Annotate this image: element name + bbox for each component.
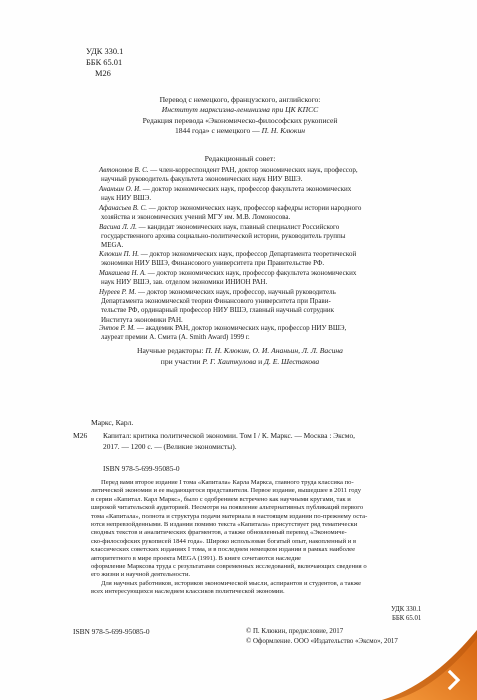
council-member-role: — академик РАН, доктор экономических наук, профессор НИУ ВШЭ, — [135, 324, 347, 332]
council-member-role-cont: MEGA. — [101, 241, 124, 250]
council-member-name: Нуреев Р. М. — [99, 288, 137, 296]
council-member-role-cont: наук НИУ ВШЭ. — [101, 194, 152, 203]
council-heading: Редакционный совет: — [204, 154, 276, 163]
council-member-role-cont: лауреат премии А. Смита (A. Smith Award) 1999 г. — [101, 333, 250, 342]
copyright-design: © Оформление. ООО «Издательство «Эксмо», 2017 — [246, 637, 398, 645]
translation-line-1: Перевод с немецкого, французского, английского: — [159, 95, 321, 104]
sci-editors-names: П. Н. Клюкин, О. И. Ананьин, Л. Л. Васина — [205, 346, 343, 355]
council-member-name: Васина Л. Л. — [99, 223, 137, 231]
council-member-name: Макашева Н. А. — [99, 269, 147, 277]
annotation-line: в серии «Капитал. Карл Маркс», было с одобрением встречено как научными кругами, так и — [91, 495, 351, 503]
annotation-line: Для научных работников, историков экономической мысли, аспирантов и студентов, а также — [101, 579, 362, 587]
scientific-editors — [90, 346, 390, 367]
sci-editors-with: при участии — [160, 356, 201, 366]
catalog-title — [103, 431, 433, 452]
catalog-title-line-2: 2017. — 1200 с. — (Великие экономисты). — [103, 441, 237, 451]
annotation — [91, 479, 436, 597]
council-member — [101, 269, 431, 287]
council-member-role: — член-корреспондент РАН, доктор экономических наук, профессор, — [148, 166, 358, 174]
annotation-line: авторитетного в мире проекта MEGA (1991). В книге сочетаются наследие — [91, 554, 301, 562]
council-member-role: — доктор экономических наук, профессор, научный руководитель — [136, 288, 336, 296]
council-member-role: — кандидат экономических наук, главный специалист Российского — [136, 223, 340, 231]
council-member — [101, 324, 431, 342]
council-member-role-cont: научный руководитель факультета экономических наук НИУ ВШЭ. — [101, 175, 303, 184]
sci-editors-and: и — [258, 356, 263, 366]
annotation-line: широкой читательской аудиторией. Несмотря на появление альтернативных публикаций первого — [91, 504, 364, 512]
council-member — [101, 185, 431, 203]
sci-editors-with-name: Р. Г. Хаиткулова — [202, 356, 257, 366]
copyright-preface: © П. Клюкин, предисловие, 2017 — [246, 628, 344, 635]
classification-codes — [86, 46, 123, 79]
annotation-line: сводных текстов и аналитических фрагментов, а также обновленный перевод «Экономиче- — [91, 529, 347, 537]
translation-line-4-text: 1844 года» с немецкого — — [174, 126, 260, 136]
translation-line-3: Редакция перевода «Экономическо-философских рукописей — [142, 115, 338, 125]
council-member — [101, 166, 431, 184]
council-member-role-cont: Института экономики РАН. — [101, 315, 183, 324]
catalog-bbk: ББК 65.01 — [391, 614, 422, 622]
council-member-role: — доктор экономических наук, профессор кафедры истории народного — [147, 204, 362, 212]
catalog-udk: УДК 330.1 — [391, 606, 422, 613]
council-member — [101, 204, 431, 222]
council-member — [101, 250, 431, 268]
council-member-role: — доктор экономических наук, профессор Департамента теоретической — [139, 250, 357, 258]
annotation-line: оформление Марксова труда с результатами современных исследований, включающих сведения о — [91, 563, 367, 571]
council-member-name: Энтов Р. М. — [99, 324, 136, 332]
sci-editors-label: Научные редакторы: — [137, 346, 204, 355]
annotation-line: литической экономии и ее выдающегося представителя. Первое издание, вышедшее в 2011 году — [91, 487, 362, 495]
annotation-line: его жизни и научной деятельности. — [91, 571, 191, 579]
author-mark: М26 — [95, 69, 111, 78]
council-member-name: Автономов В. С. — [99, 166, 149, 174]
catalog-author: Маркс, Карл. — [91, 418, 134, 427]
council-member-role-cont: тельстве РФ, ординарный профессор НИУ ВШЭ, главный научный сотрудник — [101, 306, 335, 315]
translation-institute: Институт марксизма-ленинизма при ЦК КПСС — [161, 105, 319, 115]
catalog-isbn: ISBN 978-5-699-95085-0 — [103, 464, 180, 473]
council-member-role: — доктор экономических наук, профессор факультета экономических — [146, 269, 357, 277]
corner-fold — [382, 630, 477, 700]
translation-credits — [90, 95, 390, 137]
council-member-role: — доктор экономических наук, профессор факультета экономических — [141, 185, 352, 193]
annotation-line: Перед вами второе издание I тома «Капитала» Карла Маркса, главного труда классика по- — [101, 479, 354, 486]
council-member-role-cont: экономики НИУ ВШЭ, Финансового университета при Правительстве РФ. — [101, 259, 325, 268]
council-member — [101, 223, 431, 251]
annotation-line: классических советских изданиях I тома, и в последнем немецком издании в рамках наиболее — [91, 546, 356, 554]
annotation-line: ско-философских рукописей 1844 года». Широко использован богатый опыт, накопленный и в — [91, 537, 357, 545]
council-member-name: Ананьин О. И. — [99, 185, 141, 193]
udk-code: УДК 330.1 — [86, 47, 124, 56]
council-member-role-cont: Департамента экономической теории Финансового университета при Прави- — [101, 297, 331, 306]
council-member-role-cont: государственного архива социально-политической истории, руководитель группы — [101, 232, 346, 241]
bbk-code: ББК 65.01 — [86, 58, 123, 67]
translation-line-4 — [90, 126, 390, 136]
council-member-name: Клюкин П. Н. — [99, 250, 139, 258]
annotation-line: ются непревзойденными. В издании помимо текста «Капитала» присутствует ряд тематически — [91, 521, 358, 529]
annotation-line: всех интересующихся наследием классиков политической экономии. — [91, 588, 285, 596]
council-member-role-cont: наук НИУ ВШЭ, зав. отделом экономики ИНИОН РАН. — [101, 278, 268, 287]
sci-editors-with-name-2: Д. Е. Шестакова — [264, 356, 320, 366]
council-member-name: Афанасьев В. С. — [99, 204, 147, 212]
catalog-mark: М26 — [73, 431, 88, 440]
translation-editor: П. Н. Клюкин — [261, 126, 306, 136]
catalog-title-line-1: Капитал: критика политической экономии. Том I / К. Маркс. — Москва : Эксмо, — [103, 431, 356, 440]
annotation-line: тома «Капитала», полнота и структура подачи материала в настоящем издании по-прежнему оста- — [91, 512, 368, 520]
council-member — [101, 288, 431, 325]
curled-page-arrow-icon[interactable] — [322, 630, 477, 700]
catalog-codes — [391, 606, 421, 624]
council-member-role-cont: хозяйства и экономических учений МГУ им. М.В. Ломоносова. — [101, 213, 291, 222]
footer-isbn: ISBN 978-5-699-95085-0 — [73, 627, 150, 636]
